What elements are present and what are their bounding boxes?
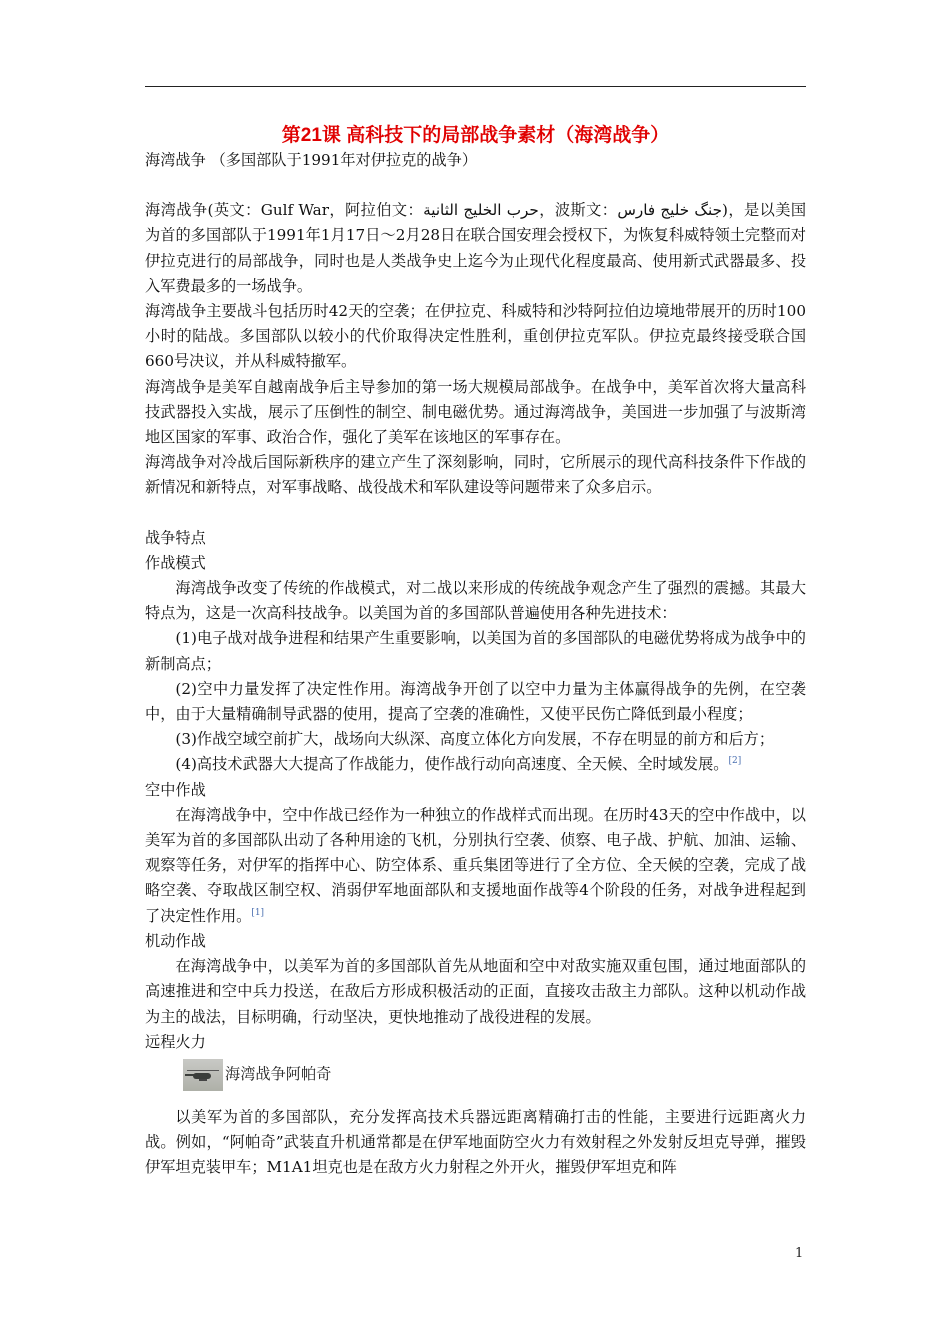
air-paragraph bbox=[145, 803, 806, 929]
mode-item-1: (1)电子战对战争进程和结果产生重要影响，以美国为首的多国部队的电磁优势将成为战争中的新制高点； bbox=[145, 629, 806, 673]
air-heading: 空中作战 bbox=[145, 780, 206, 799]
reference-link-2[interactable]: [2] bbox=[728, 756, 742, 767]
page-number: 1 bbox=[795, 1246, 804, 1261]
reference-link-1[interactable]: [1] bbox=[251, 907, 265, 918]
mode-item-3: (3)作战空域空前扩大，战场向大纵深、高度立体化方向发展，不存在明显的前方和后方； bbox=[175, 730, 775, 749]
mode-item-4 bbox=[145, 752, 806, 777]
mobile-paragraph: 在海湾战争中，以美军为首的多国部队首先从地面和空中对敌实施双重包围，通过地面部队的高速推进和空中兵力投送，在敌后方形成积极活动的正面，直接攻击敌主力部队。这种以机动作战为主的战法，目标明确，行动坚决，更快地推动了战役进程的发展。 bbox=[145, 957, 806, 1026]
intro-p1-end: )，是以美国为首的多国部队于1991年1月17日～2月28日在联合国安理会授权下，为恢复科威特领土完整而对伊拉克进行的局部战争，同时也是人类战争史上迄今为止现代化程度最高、使用新式武器最多、投入军费最多的一场战争。 bbox=[145, 201, 807, 295]
header-rule bbox=[145, 86, 806, 87]
intro-p1-mid: ，波斯文： bbox=[538, 201, 618, 220]
mode-item-4-text: (4)高技术武器大大提高了作战能力，使作战行动向高速度、全天候、全时域发展。 bbox=[175, 755, 729, 774]
intro-paragraph-2: 海湾战争主要战斗包括历时42天的空袭；在伊拉克、科威特和沙特阿拉伯边境地带展开的历时100小时的陆战。多国部队以较小的代价取得决定性胜利，重创伊拉克军队。伊拉克最终接受联合国660号决议，并从科威特撤军。 bbox=[145, 302, 806, 371]
page-title: 第21课 高科技下的局部战争素材（海湾战争） bbox=[281, 125, 670, 146]
mode-item-2: (2)空中力量发挥了决定性作用。海湾战争开创了以空中力量为主体赢得战争的先例，在空袭中，由于大量精确制导武器的使用，提高了空袭的准确性，又使平民伤亡降低到最小程度； bbox=[145, 679, 806, 724]
intro-paragraph-4: 海湾战争对冷战后国际新秩序的建立产生了深刻影响，同时，它所展示的现代高科技条件下作战的新情况和新特点，对军事战略、战役战术和军队建设等问题带来了众多启示。 bbox=[145, 453, 806, 497]
apache-helicopter-image bbox=[183, 1059, 223, 1091]
intro-paragraph-1 bbox=[145, 198, 806, 299]
apache-figure bbox=[183, 1055, 806, 1095]
document-body bbox=[145, 118, 806, 1181]
mode-paragraph: 海湾战争改变了传统的作战模式，对二战以来形成的传统战争观念产生了强烈的震撼。其最大特点为，这是一次高科技战争。以美国为首的多国部队普遍使用各种先进技术： bbox=[145, 579, 806, 623]
firepower-paragraph: 以美军为首的多国部队，充分发挥高技术兵器远距离精确打击的性能，主要进行远距离火力战。例如，“阿帕奇”武装直升机通常都是在伊军地面防空火力有效射程之外发射反坦克导弹，摧毁伊军坦克装甲车；M1A1坦克也是在敌方火力射程之外开火，摧毁伊军坦克和阵 bbox=[145, 1107, 806, 1177]
mode-heading: 作战模式 bbox=[145, 553, 206, 572]
firepower-heading: 远程火力 bbox=[145, 1032, 206, 1051]
mobile-heading: 机动作战 bbox=[145, 931, 206, 950]
persian-name: جنگ خلیج فارس bbox=[617, 201, 722, 220]
intro-p1-start: 海湾战争(英文：Gulf War，阿拉伯文： bbox=[145, 201, 424, 220]
air-paragraph-text: 在海湾战争中，空中作战已经作为一种独立的作战样式而出现。在历时43天的空中作战中，以美军为首的多国部队出动了各种用途的飞机，分别执行空袭、侦察、电子战、护航、加油、运输、观察等任务，对伊军的指挥中心、防空体系、重兵集团等进行了全方位、全天候的空袭，完成了战略空袭、夺取战区制空权、消弱伊军地面部队和支援地面作战等4个阶段的任务，对战争进程起到了决定性作用。 bbox=[145, 805, 806, 925]
intro-paragraph-3: 海湾战争是美军自越南战争后主导参加的第一场大规模局部战争。在战争中，美军首次将大量高科技武器投入实战，展示了压倒性的制空、制电磁优势。通过海湾战争，美国进一步加强了与波斯湾地区国家的军事、政治合作，强化了美军在该地区的军事存在。 bbox=[145, 377, 806, 447]
subtitle: 海湾战争 （多国部队于1991年对伊拉克的战争） bbox=[145, 151, 478, 169]
arabic-name: حرب الخليج الثانية bbox=[423, 201, 539, 220]
apache-caption: 海湾战争阿帕奇 bbox=[225, 1065, 332, 1084]
features-heading: 战争特点 bbox=[145, 528, 206, 547]
